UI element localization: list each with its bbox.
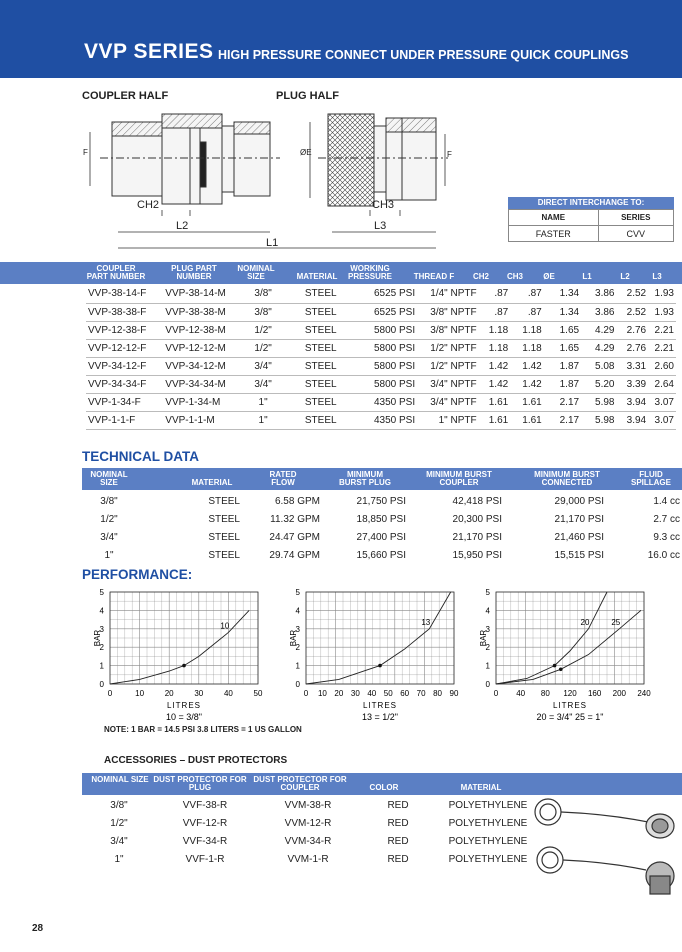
y-tick-label: 3 (99, 624, 104, 634)
main-table-cell: 1.93 (648, 285, 676, 303)
y-tick-label: 4 (485, 606, 490, 616)
x-tick-label: 0 (303, 689, 309, 698)
main-table-cell: 1" NPTF (417, 411, 478, 429)
y-tick-label: 0 (485, 680, 490, 689)
main-table-cell: 2.21 (648, 339, 676, 357)
acc-hdr-coupler: DUST PROTECTOR FOR COUPLER (253, 775, 347, 792)
main-table-cell: VVP-38-38-F (86, 303, 163, 321)
technical-cell: 2.7 cc (653, 513, 680, 525)
main-table-cell: VVP-12-38-M (163, 321, 238, 339)
x-tick-label: 40 (367, 689, 377, 698)
x-tick-label: 20 (164, 689, 174, 698)
main-table-cell: VVP-38-14-M (163, 285, 238, 303)
performance-title: PERFORMANCE: (82, 567, 193, 582)
hdr-oe: ØE (543, 272, 555, 281)
accessories-cell: VVM-12-R (284, 817, 332, 829)
main-table-cell: 6525 PSI (354, 303, 417, 321)
technical-cell: 15,950 PSI (452, 549, 502, 561)
technical-cell: 21,460 PSI (554, 531, 604, 543)
technical-cell: 21,750 PSI (356, 495, 406, 507)
accessories-cell: VVM-34-R (284, 835, 332, 847)
main-table-cell: VVP-34-34-M (163, 375, 238, 393)
dim-f-left: F (83, 148, 88, 157)
main-table-cell: 4.29 (581, 321, 616, 339)
accessories-cell: 1" (114, 853, 124, 865)
main-table-cell: 3/8" NPTF (417, 303, 478, 321)
technical-cell: 21,170 PSI (452, 531, 502, 543)
main-table-cell: 3.39 (617, 375, 649, 393)
y-tick-label: 5 (485, 588, 490, 597)
main-table-cell: 5.98 (581, 411, 616, 429)
main-table-cell: 3/8" (239, 303, 288, 321)
data-point (378, 664, 382, 668)
acc-hdr-color: COLOR (369, 783, 399, 792)
dim-ch3: CH3 (372, 199, 395, 211)
interchange-series: CVV (598, 226, 673, 242)
main-table-cell: 1" (239, 393, 288, 411)
y-tick-label: 0 (295, 680, 300, 689)
main-table-cell: 1.34 (544, 285, 581, 303)
performance-chart-3-4-1 (470, 584, 665, 722)
accessories-cell: POLYETHYLENE (448, 817, 528, 829)
main-table-row (86, 339, 676, 357)
main-table-cell: 1" (239, 411, 288, 429)
accessories-cell: VVF-34-R (182, 835, 228, 847)
y-tick-label: 1 (485, 661, 490, 671)
main-table-cell: 1/2" NPTF (417, 339, 478, 357)
main-table-cell: 1.42 (479, 375, 511, 393)
page-number: 28 (32, 923, 44, 934)
chart-caption: 20 = 3/4" 25 = 1" (536, 712, 604, 722)
interchange-name: FASTER (509, 226, 599, 242)
interchange-box (508, 197, 674, 242)
y-tick-label: 2 (485, 643, 490, 653)
hdr-l1: L1 (582, 272, 592, 281)
accessories-cell: VVF-1-R (185, 853, 225, 865)
title-banner (0, 0, 682, 78)
technical-table (82, 492, 682, 564)
main-table-cell: STEEL (287, 339, 354, 357)
accessories-cell: VVM-38-R (284, 799, 332, 811)
x-tick-label: 30 (194, 689, 204, 698)
technical-cell: STEEL (208, 495, 240, 507)
dim-l2: L2 (176, 220, 189, 232)
accessories-row (82, 796, 542, 814)
main-table-row (86, 357, 676, 375)
series-subtitle: HIGH PRESSURE CONNECT UNDER PRESSURE QUICK COUPLINGS (218, 48, 629, 62)
main-table-cell: 2.60 (648, 357, 676, 375)
technical-cell: 3/4" (100, 531, 118, 543)
main-table-cell: VVP-38-14-F (86, 285, 163, 303)
main-table-cell: 5800 PSI (354, 357, 417, 375)
main-table-cell: VVP-1-1-F (86, 411, 163, 429)
plug-half-label: PLUG HALF (276, 90, 339, 102)
main-table-cell: 1/4" NPTF (417, 285, 478, 303)
accessories-cell: RED (387, 853, 409, 865)
x-tick-label: 30 (350, 689, 360, 698)
chart-caption: 13 = 1/2" (362, 712, 398, 722)
main-table-cell: 5800 PSI (354, 321, 417, 339)
tech-hdr-burst-coupler: MINIMUM BURST COUPLER (426, 470, 492, 487)
main-table-cell: 5.98 (581, 393, 616, 411)
accessories-cell: POLYETHYLENE (448, 835, 528, 847)
interchange-col-series: SERIES (598, 210, 673, 226)
x-tick-label: 10 (135, 689, 145, 698)
technical-cell: 15,660 PSI (356, 549, 406, 561)
technical-row (82, 528, 682, 546)
series-label: 13 (421, 617, 431, 627)
y-tick-label: 0 (99, 680, 104, 689)
technical-cell: 18,850 PSI (356, 513, 406, 525)
hdr-material: MATERIAL (296, 272, 338, 281)
accessories-cell: 3/8" (110, 799, 128, 811)
main-table-row (86, 393, 676, 411)
accessories-table (82, 796, 542, 868)
performance-chart-1-2 (280, 584, 470, 722)
main-table-cell: 2.17 (544, 411, 581, 429)
tech-hdr-burst-connected: MINIMUM BURST CONNECTED (534, 470, 600, 487)
x-tick-label: 60 (400, 689, 410, 698)
technical-cell: 15,515 PSI (554, 549, 604, 561)
accessories-title: ACCESSORIES – DUST PROTECTORS (104, 755, 288, 766)
main-table-cell: 4.29 (581, 339, 616, 357)
hdr-l2: L2 (620, 272, 630, 281)
main-table-cell: VVP-34-12-M (163, 357, 238, 375)
x-tick-label: 40 (223, 689, 233, 698)
technical-row (82, 510, 682, 528)
technical-cell: STEEL (208, 549, 240, 561)
main-table-cell: VVP-1-34-F (86, 393, 163, 411)
main-table-cell: 2.17 (544, 393, 581, 411)
dim-l3: L3 (374, 220, 387, 232)
x-tick-label: 240 (637, 689, 651, 698)
technical-cell: 21,170 PSI (554, 513, 604, 525)
tech-hdr-burst-plug: MINIMUM BURST PLUG (339, 470, 391, 487)
main-table-cell: 3.86 (581, 285, 616, 303)
main-table-cell: 1.61 (510, 411, 544, 429)
main-table-cell: 6525 PSI (354, 285, 417, 303)
main-table-cell: 1.42 (510, 357, 544, 375)
data-point (182, 664, 186, 668)
technical-title: TECHNICAL DATA (82, 449, 199, 464)
main-table-cell: 5.08 (581, 357, 616, 375)
main-table-cell: 1.34 (544, 303, 581, 321)
technical-cell: 9.3 cc (653, 531, 680, 543)
performance-chart-3-8 (84, 584, 274, 722)
technical-cell: STEEL (208, 531, 240, 543)
main-table-cell: 3/8" NPTF (417, 321, 478, 339)
tech-hdr-rated-flow: RATED FLOW (269, 470, 297, 487)
technical-cell: 11.32 GPM (270, 513, 320, 525)
main-table-cell: 5800 PSI (354, 339, 417, 357)
series-label: 25 (611, 617, 621, 627)
main-table-cell: 1.61 (510, 393, 544, 411)
y-axis-label: BAR (289, 629, 298, 647)
accessories-cell: 1/2" (110, 817, 128, 829)
main-table-cell: 3/4" (239, 375, 288, 393)
main-table-cell: STEEL (287, 411, 354, 429)
tech-hdr-size: NOMINAL SIZE (90, 470, 128, 487)
series-title: VVP SERIES (84, 40, 214, 63)
hdr-l3: L3 (652, 272, 662, 281)
x-axis-label: LITRES (166, 701, 202, 710)
main-table-cell: 3.94 (617, 393, 649, 411)
series-label: 20 (580, 617, 590, 627)
series-label: 10 (220, 621, 230, 631)
main-table-cell: 3.31 (617, 357, 649, 375)
main-table-header (0, 262, 682, 284)
y-tick-label: 1 (99, 661, 104, 671)
y-axis-label: BAR (479, 629, 488, 647)
main-table-cell: STEEL (287, 321, 354, 339)
main-table-cell: .87 (479, 285, 511, 303)
main-table-cell: 3.86 (581, 303, 616, 321)
accessories-cell: VVM-1-R (287, 853, 329, 865)
y-tick-label: 5 (295, 588, 300, 597)
accessories-cell: POLYETHYLENE (448, 799, 528, 811)
technical-cell: 24.47 GPM (269, 531, 320, 543)
main-table-cell: VVP-12-12-M (163, 339, 238, 357)
accessories-cell: RED (387, 835, 409, 847)
y-tick-label: 4 (99, 606, 104, 616)
technical-cell: 3/8" (100, 495, 118, 507)
main-table-row (86, 375, 676, 393)
coupler-half-label: COUPLER HALF (82, 90, 169, 102)
coupling-drawing (80, 100, 460, 258)
x-tick-label: 0 (107, 689, 113, 698)
main-table-cell: 1.65 (544, 339, 581, 357)
technical-row (82, 546, 682, 564)
technical-cell: 1" (104, 549, 114, 561)
main-table-cell: 1/2" NPTF (417, 357, 478, 375)
main-table-cell: 1.65 (544, 321, 581, 339)
hdr-nominal-size: NOMINAL SIZE (237, 264, 275, 281)
main-table-cell: 2.52 (617, 285, 649, 303)
y-tick-label: 4 (295, 606, 300, 616)
dim-f-right: F (447, 150, 452, 159)
main-table-row (86, 411, 676, 429)
acc-hdr-plug: DUST PROTECTOR FOR PLUG (153, 775, 247, 792)
tech-hdr-spillage: FLUID SPILLAGE (630, 470, 671, 487)
x-tick-label: 70 (416, 689, 426, 698)
x-tick-label: 10 (317, 689, 327, 698)
x-tick-label: 90 (449, 689, 459, 698)
main-table-cell: STEEL (287, 285, 354, 303)
main-table-cell: 2.76 (617, 321, 649, 339)
technical-header (82, 468, 682, 490)
main-table-cell: 1.87 (544, 357, 581, 375)
main-table-cell: 4350 PSI (354, 411, 417, 429)
data-point (553, 664, 557, 668)
main-table-cell: .87 (510, 303, 544, 321)
x-tick-label: 40 (516, 689, 526, 698)
main-table-row (86, 321, 676, 339)
y-tick-label: 2 (295, 643, 300, 653)
acc-hdr-material: MATERIAL (460, 783, 502, 792)
acc-hdr-size: NOMINAL SIZE (91, 775, 149, 784)
tech-hdr-material: MATERIAL (191, 478, 233, 487)
main-table-cell: .87 (510, 285, 544, 303)
accessories-row (82, 814, 542, 832)
main-table-cell: 3.07 (648, 393, 676, 411)
technical-cell: 42,418 PSI (452, 495, 502, 507)
main-table-cell: 3/4" NPTF (417, 375, 478, 393)
accessories-cell: RED (387, 799, 409, 811)
main-table-cell: 1.93 (648, 303, 676, 321)
technical-cell: 27,400 PSI (356, 531, 406, 543)
y-tick-label: 3 (485, 624, 490, 634)
main-table-cell: VVP-34-12-F (86, 357, 163, 375)
accessories-cell: VVF-12-R (182, 817, 228, 829)
interchange-title: DIRECT INTERCHANGE TO: (508, 197, 674, 209)
technical-cell: 29.74 GPM (269, 549, 320, 561)
conversion-note: NOTE: 1 BAR = 14.5 PSI 3.8 LITERS = 1 US GALLON (104, 725, 302, 734)
main-table-row (86, 303, 676, 321)
main-table (86, 285, 676, 430)
main-table-cell: 2.64 (648, 375, 676, 393)
accessories-cell: VVF-38-R (182, 799, 228, 811)
x-tick-label: 120 (563, 689, 577, 698)
main-table-cell: 5.20 (581, 375, 616, 393)
technical-row (82, 492, 682, 510)
technical-cell: 29,000 PSI (554, 495, 604, 507)
main-table-cell: 4350 PSI (354, 393, 417, 411)
main-table-cell: 5800 PSI (354, 375, 417, 393)
main-table-cell: STEEL (287, 375, 354, 393)
accessories-cell: RED (387, 817, 409, 829)
technical-cell: STEEL (208, 513, 240, 525)
data-point (559, 667, 563, 671)
technical-cell: 16.0 cc (647, 549, 680, 561)
main-table-cell: 2.21 (648, 321, 676, 339)
hdr-ch3: CH3 (506, 272, 523, 281)
x-tick-label: 0 (493, 689, 499, 698)
x-tick-label: 20 (334, 689, 344, 698)
main-table-cell: 1/2" (239, 339, 288, 357)
dim-l1: L1 (266, 237, 279, 249)
main-table-cell: 1.61 (479, 411, 511, 429)
x-axis-label: LITRES (362, 701, 398, 710)
hdr-working-pressure: WORKING PRESSURE (347, 264, 392, 281)
hdr-coupler-part: COUPLER PART NUMBER (86, 264, 146, 281)
main-table-cell: STEEL (287, 357, 354, 375)
accessories-cell: 3/4" (110, 835, 128, 847)
main-table-cell: 3.94 (617, 411, 649, 429)
interchange-col-name: NAME (509, 210, 599, 226)
x-tick-label: 160 (587, 689, 602, 698)
accessories-cell: POLYETHYLENE (448, 853, 528, 865)
main-table-cell: VVP-12-12-F (86, 339, 163, 357)
main-table-cell: STEEL (287, 303, 354, 321)
main-table-cell: 1/2" (239, 321, 288, 339)
main-table-cell: 1.18 (479, 339, 511, 357)
technical-cell: 20,300 PSI (452, 513, 502, 525)
main-table-cell: 1.42 (479, 357, 511, 375)
hdr-plug-part: PLUG PART NUMBER (171, 264, 217, 281)
main-table-cell: 3/4" NPTF (417, 393, 478, 411)
main-table-cell: .87 (479, 303, 511, 321)
dim-ch2: CH2 (137, 199, 160, 211)
hdr-ch2: CH2 (472, 272, 489, 281)
y-tick-label: 3 (295, 624, 300, 634)
main-table-cell: 3/8" (239, 285, 288, 303)
x-tick-label: 80 (540, 689, 550, 698)
x-tick-label: 200 (612, 689, 627, 698)
x-tick-label: 80 (433, 689, 443, 698)
technical-cell: 1/2" (100, 513, 118, 525)
x-tick-label: 50 (253, 689, 263, 698)
main-table-cell: VVP-34-34-F (86, 375, 163, 393)
chart-caption: 10 = 3/8" (166, 712, 202, 722)
main-table-cell: 1.61 (479, 393, 511, 411)
y-axis-label: BAR (93, 629, 102, 647)
main-table-cell: VVP-1-34-M (163, 393, 238, 411)
main-table-cell: 1.87 (544, 375, 581, 393)
main-table-cell: 2.52 (617, 303, 649, 321)
hdr-thread-f: THREAD F (413, 272, 455, 281)
main-table-cell: 3/4" (239, 357, 288, 375)
main-table-cell: 1.18 (510, 321, 544, 339)
main-table-cell: 1.42 (510, 375, 544, 393)
technical-cell: 6.58 GPM (274, 495, 320, 507)
main-table-cell: 1.18 (510, 339, 544, 357)
accessories-row (82, 850, 542, 868)
main-table-cell: STEEL (287, 393, 354, 411)
main-table-cell: 3.07 (648, 411, 676, 429)
main-table-cell: 2.76 (617, 339, 649, 357)
dim-oe: ØE (300, 148, 312, 157)
main-table-cell: VVP-12-38-F (86, 321, 163, 339)
main-table-row (86, 285, 676, 303)
x-axis-label: LITRES (552, 701, 588, 710)
main-table-cell: 1.18 (479, 321, 511, 339)
dust-protector-illustration (528, 792, 678, 902)
y-tick-label: 1 (295, 661, 300, 671)
y-tick-label: 2 (99, 643, 104, 653)
y-tick-label: 5 (99, 588, 104, 597)
main-table-cell: VVP-38-38-M (163, 303, 238, 321)
x-tick-label: 50 (383, 689, 393, 698)
technical-cell: 1.4 cc (653, 495, 680, 507)
accessories-row (82, 832, 542, 850)
main-table-cell: VVP-1-1-M (163, 411, 238, 429)
